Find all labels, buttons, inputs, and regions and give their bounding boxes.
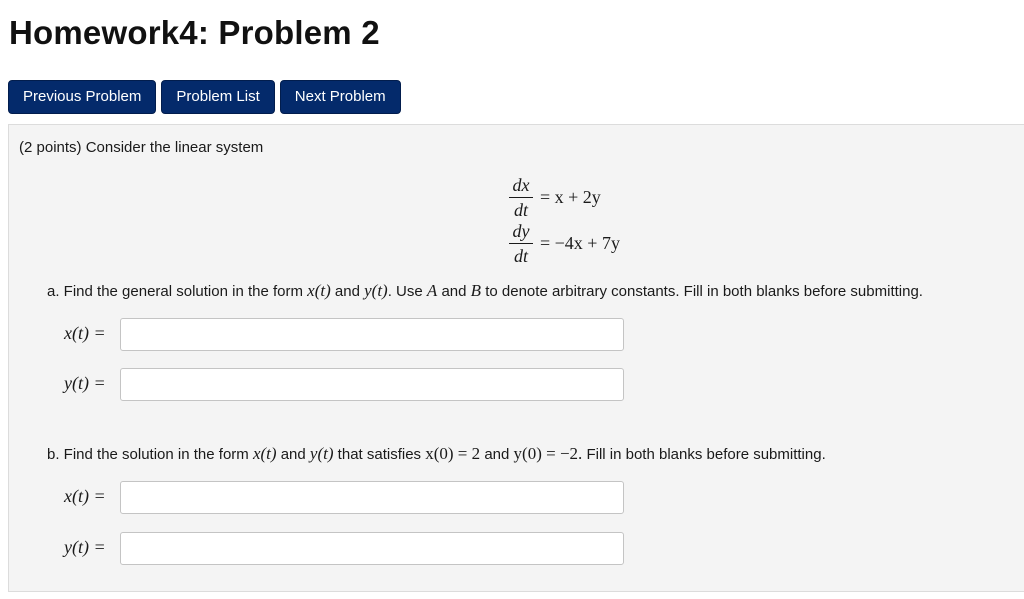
question-text: and — [276, 446, 310, 463]
equation-rhs: = x + 2y — [540, 187, 601, 207]
derivative-denominator: dt — [513, 200, 528, 220]
derivative-dy-dt — [509, 221, 533, 266]
problem-points: (2 points) — [19, 139, 82, 156]
problem-nav — [8, 80, 401, 114]
part-b-y-answer-input[interactable] — [120, 532, 624, 565]
math-constant-a: A — [426, 281, 438, 300]
question-text: to denote arbitrary constants. Fill in both blanks before submitting. — [481, 283, 923, 300]
math-initial-x: x(0) = 2 — [425, 444, 481, 463]
equation-rhs: = −4x + 7y — [540, 233, 620, 253]
question-text: a. Find the general solution in the form — [47, 283, 308, 300]
math-initial-y: y(0) = −2. — [513, 444, 583, 463]
problem-panel — [8, 124, 1024, 592]
previous-problem-button[interactable]: Previous Problem — [8, 80, 156, 114]
math-y-t: y(t) — [364, 281, 388, 300]
math-constant-b: B — [470, 281, 482, 300]
question-text: . Use — [387, 283, 427, 300]
question-text: and — [437, 283, 471, 300]
part-a-question — [47, 281, 923, 301]
question-text: b. Find the solution in the form — [47, 446, 253, 463]
page-title: Homework4: Problem 2 — [9, 14, 380, 51]
part-b-question — [47, 444, 826, 464]
question-text: Fill in both blanks before submitting. — [582, 446, 826, 463]
math-x-t: x(t) — [252, 444, 277, 463]
question-text: and — [480, 446, 514, 463]
next-problem-button[interactable]: Next Problem — [280, 80, 401, 114]
math-y-t: y(t) — [309, 444, 334, 463]
part-a-y-label: y(t) = — [64, 373, 106, 393]
derivative-denominator: dt — [513, 246, 528, 266]
question-text: and — [330, 283, 365, 300]
math-x-t: x(t) — [307, 281, 331, 300]
part-a-x-answer-input[interactable] — [120, 318, 624, 351]
derivative-numerator: dy — [512, 221, 530, 241]
part-b-y-label: y(t) = — [64, 537, 106, 557]
question-text: that satisfies — [333, 446, 426, 463]
part-a-y-answer-input[interactable] — [120, 368, 624, 401]
derivative-numerator: dx — [512, 175, 530, 195]
problem-intro — [19, 139, 263, 156]
part-a-x-label: x(t) = — [64, 323, 106, 343]
problem-list-button[interactable]: Problem List — [161, 80, 274, 114]
part-b-x-answer-input[interactable] — [120, 481, 624, 514]
derivative-dx-dt — [509, 175, 533, 220]
problem-intro-text: Consider the linear system — [85, 139, 264, 156]
part-b-x-label: x(t) = — [64, 486, 106, 506]
